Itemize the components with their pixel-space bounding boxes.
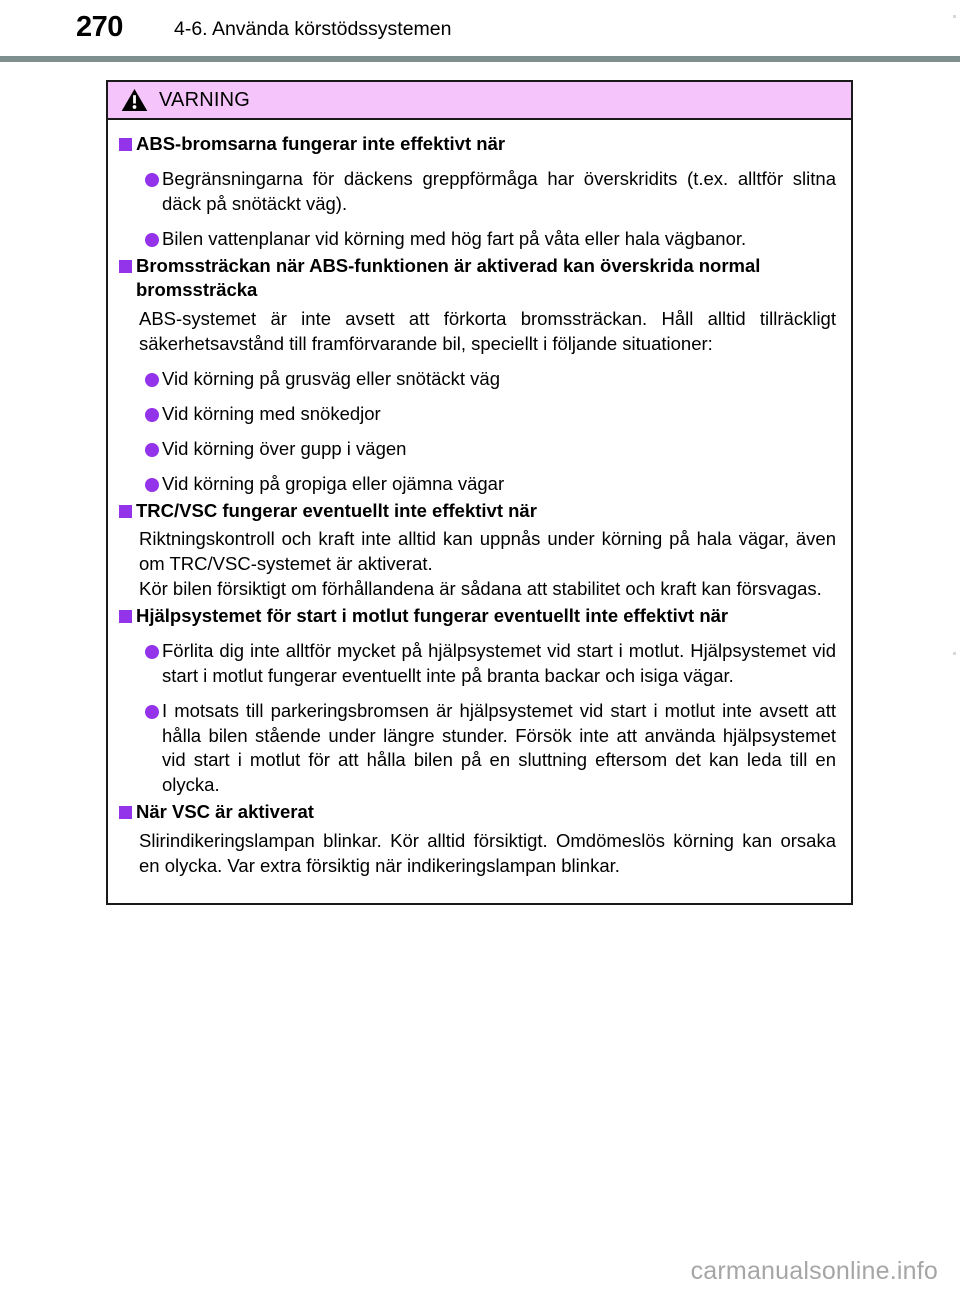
warning-group-heading: TRC/VSC fungerar eventuellt inte effektivt när (119, 499, 836, 524)
warning-paragraph: Slirindikeringslampan blinkar. Kör alltid försiktigt. Omdömeslös körning kan orsaka en olycka. Var extra försiktig när indikeringslampan blinkar. (139, 830, 836, 876)
square-bullet-icon (119, 505, 132, 518)
warning-callout-box (106, 80, 853, 905)
warning-group (119, 499, 836, 603)
warning-group (119, 604, 836, 798)
warning-group (119, 800, 836, 879)
warning-group-heading: ABS-bromsarna fungerar inte effektivt när (119, 132, 836, 157)
warning-triangle-icon (121, 88, 148, 112)
square-bullet-icon (119, 260, 132, 273)
warning-body (108, 120, 851, 903)
page-header (0, 0, 960, 58)
edge-artifact-top (953, 15, 956, 18)
warning-group-heading: När VSC är aktiverat (119, 800, 836, 825)
square-bullet-icon (119, 806, 132, 819)
warning-bullet-item: Förlita dig inte alltför mycket på hjälpsystemet vid start i motlut. Hjälpsystemet vid start i motlut fungerar eventuellt inte på branta backar och isiga vägar. (145, 639, 836, 689)
warning-header-bar (108, 82, 851, 120)
round-bullet-icon (145, 173, 159, 187)
warning-group-heading: Bromssträckan när ABS-funktionen är aktiverad kan överskrida normal bromssträcka (119, 254, 836, 303)
warning-bullet-item: Vid körning på grusväg eller snötäckt väg (145, 367, 836, 392)
round-bullet-icon (145, 408, 159, 422)
warning-bullet-item: Vid körning över gupp i vägen (145, 437, 836, 462)
warning-paragraph: Riktningskontroll och kraft inte alltid kan uppnås under körning på hala vägar, även om TRC/VSC-systemet är aktiverat. (139, 528, 836, 575)
warning-bullet-item: Begränsningarna för däckens greppförmåga har överskridits (t.ex. alltför slitna däck på snötäckt väg). (145, 167, 836, 217)
warning-group (119, 254, 836, 497)
header-divider (0, 56, 960, 62)
round-bullet-icon (145, 478, 159, 492)
warning-bullet-item: Bilen vattenplanar vid körning med hög fart på våta eller hala vägbanor. (145, 227, 836, 252)
warning-group-heading: Hjälpsystemet för start i motlut fungerar eventuellt inte effektivt när (119, 604, 836, 629)
section-title: 4-6. Använda körstödssystemen (174, 18, 452, 40)
page-number: 270 (76, 11, 123, 43)
round-bullet-icon (145, 443, 159, 457)
round-bullet-icon (145, 645, 159, 659)
round-bullet-icon (145, 705, 159, 719)
round-bullet-icon (145, 233, 159, 247)
site-watermark: carmanualsonline.info (690, 1257, 938, 1285)
warning-bullet-item: Vid körning med snökedjor (145, 402, 836, 427)
warning-paragraph: Kör bilen försiktigt om förhållandena är sådana att stabilitet och kraft kan försvagas. (139, 578, 822, 600)
square-bullet-icon (119, 610, 132, 623)
warning-paragraph: ABS-systemet är inte avsett att förkorta bromssträckan. Håll alltid tillräckligt säkerhetsavstånd till framförvarande bil, speciellt i följande situationer: (139, 307, 836, 354)
warning-label: VARNING (159, 89, 251, 111)
square-bullet-icon (119, 138, 132, 151)
warning-bullet-item: I motsats till parkeringsbromsen är hjälpsystemet vid start i motlut inte avsett att hålla bilen stående under längre stunder. Försök inte att använda hjälpsystemet vid start i motlut för att hålla bilen på en sluttning eftersom det kan leda till en olycka. (145, 699, 836, 799)
round-bullet-icon (145, 373, 159, 387)
edge-artifact-middle (953, 652, 956, 655)
warning-group (119, 132, 836, 252)
warning-bullet-item: Vid körning på gropiga eller ojämna vägar (145, 472, 836, 497)
